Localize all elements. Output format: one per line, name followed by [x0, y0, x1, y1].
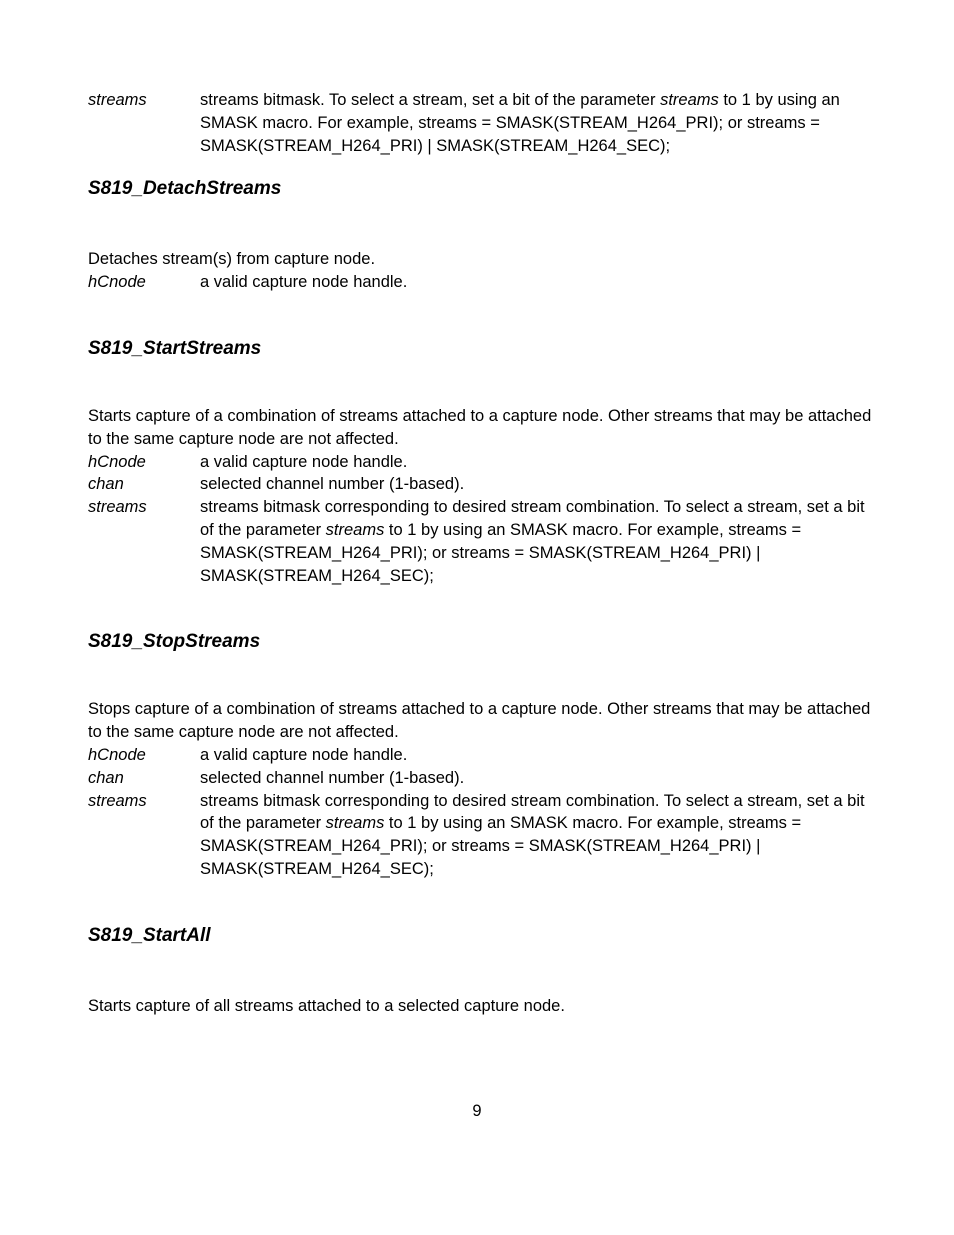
param-name: hCnode [88, 273, 146, 292]
param-row-hcnode [88, 451, 878, 474]
param-description: selected channel number (1-based). [200, 475, 465, 494]
section-heading-start-streams: S819_StartStreams [88, 337, 262, 359]
section-description: Detaches stream(s) from capture node. [88, 250, 376, 269]
param-row-hcnode [88, 744, 878, 767]
param-description: a valid capture node handle. [200, 745, 408, 764]
section-description: Starts capture of a combination of streams attached to a capture node. Other streams that may be attached to the same capture node are not affected. [88, 406, 872, 448]
param-row-streams [88, 790, 878, 881]
param-emphasis: streams [325, 814, 385, 833]
param-description [200, 89, 878, 157]
param-row-streams [88, 89, 878, 157]
param-description-text: streams bitmask. To select a stream, set a bit of the parameter [200, 91, 661, 109]
param-description: a valid capture node handle. [200, 452, 408, 471]
param-description: a valid capture node handle. [200, 273, 408, 292]
param-row-chan [88, 767, 878, 790]
document-page [88, 89, 878, 1018]
param-description: selected channel number (1-based). [200, 768, 465, 787]
param-name: streams [88, 791, 147, 810]
param-name: streams [88, 498, 147, 517]
param-row-hcnode [88, 271, 878, 294]
param-description [200, 790, 878, 881]
param-description-text: to 1 by using an SMASK macro. For example, streams = SMASK(STREAM_H264_PRI); or streams = SMASK(STREAM_H264_PRI) | SMASK(STREAM_H264_SEC); [200, 814, 802, 878]
param-description [200, 496, 878, 587]
param-description-text: streams bitmask corresponding to desired stream combination. To select a stream, set a bit of the parameter [200, 791, 865, 833]
param-name: streams [88, 91, 147, 109]
section-heading-detach-streams: S819_DetachStreams [88, 178, 282, 200]
param-description-text: to 1 by using an SMASK macro. For example, streams = SMASK(STREAM_H264_PRI); or streams = SMASK(STREAM_H264_PRI) | SMASK(STREAM_H264_SEC); [200, 520, 802, 585]
param-emphasis: streams [660, 91, 719, 109]
param-name: hCnode [88, 745, 146, 764]
param-description-text: to 1 by using an SMASK macro. For example, streams = SMASK(STREAM_H264_PRI); or streams = SMASK(STREAM_H264_PRI) | SMASK(STREAM_H264_SEC); [200, 91, 840, 155]
page-number: 9 [472, 1102, 482, 1120]
section-description: Stops capture of a combination of streams attached to a capture node. Other streams that may be attached to the same capture node are not affected. [88, 700, 871, 742]
param-description-text: streams bitmask corresponding to desired stream combination. To select a stream, set a bit of the parameter [200, 498, 865, 539]
section-description: Starts capture of all streams attached to a selected capture node. [88, 996, 565, 1015]
param-name: chan [88, 768, 124, 787]
param-emphasis: streams [325, 520, 385, 539]
param-row-chan [88, 473, 878, 496]
param-name: chan [88, 475, 124, 494]
section-heading-start-all: S819_StartAll [88, 924, 211, 946]
param-name: hCnode [88, 452, 146, 471]
param-row-streams [88, 496, 878, 587]
section-heading-stop-streams: S819_StopStreams [88, 631, 261, 653]
